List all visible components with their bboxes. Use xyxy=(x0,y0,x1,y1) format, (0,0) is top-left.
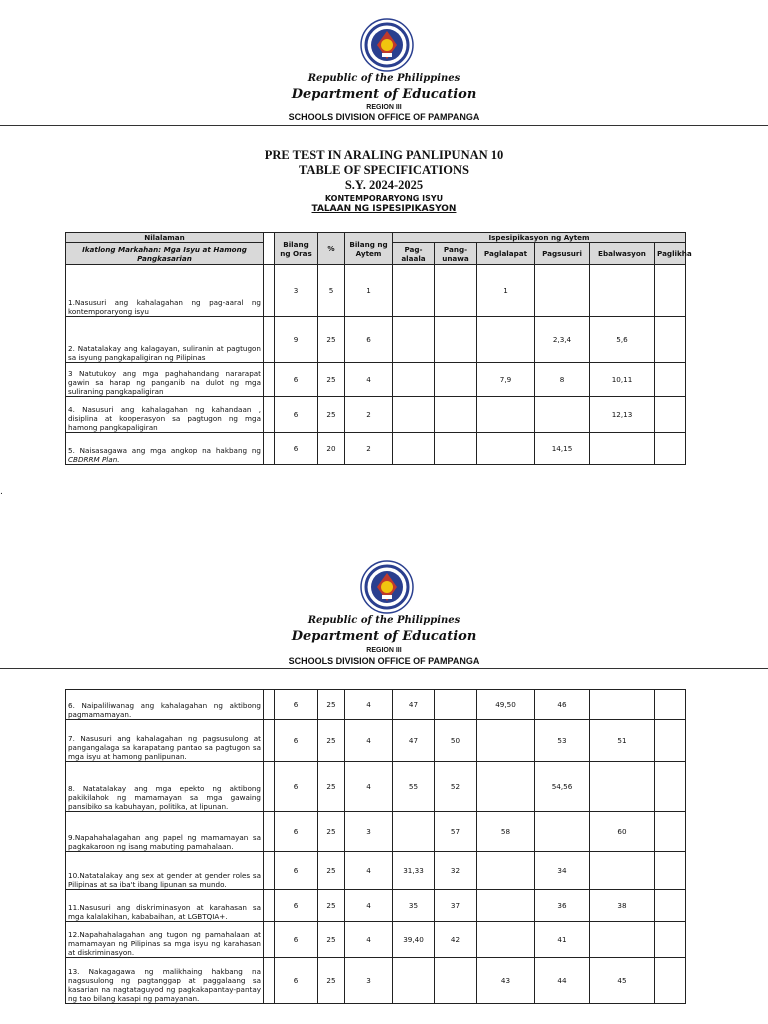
lapat-cell: 1 xyxy=(477,265,535,317)
ebal-cell xyxy=(590,852,655,890)
items-cell: 3 xyxy=(345,958,393,1004)
hours-cell: 6 xyxy=(275,812,318,852)
department-label: Department of Education xyxy=(291,629,477,644)
unawa-cell: 37 xyxy=(435,890,477,922)
suri-cell: 14,15 xyxy=(535,433,590,465)
header-divider xyxy=(0,125,768,126)
unawa-cell xyxy=(435,397,477,433)
items-cell: 4 xyxy=(345,720,393,762)
likha-cell xyxy=(655,922,686,958)
items-cell: 4 xyxy=(345,363,393,397)
competency-cell: 8. Natatalakay ang mga epekto ng aktibong pakikilahok ng mamamayan sa mga gawaing pansibiko sa kabuhayan, politika, at lipunan. xyxy=(66,762,264,812)
items-cell: 4 xyxy=(345,852,393,890)
lapat-cell xyxy=(477,317,535,363)
suri-cell: 54,56 xyxy=(535,762,590,812)
talaan-subtitle: TALAAN NG ISPESIPIKASYON xyxy=(311,204,457,214)
table-row xyxy=(66,958,686,1004)
header-ebalwasyon: Ebalwasyon xyxy=(590,243,655,265)
header-percent: % xyxy=(318,233,345,265)
percent-cell: 25 xyxy=(318,922,345,958)
items-cell: 6 xyxy=(345,317,393,363)
suri-cell: 36 xyxy=(535,890,590,922)
deped-seal-icon xyxy=(360,560,414,614)
stray-mark: . xyxy=(0,487,3,497)
competency-cell: 6. Naipaliliwanag ang kahalagahan ng aktibong pagmamamayan. xyxy=(66,690,264,720)
ebal-cell: 51 xyxy=(590,720,655,762)
ebal-cell xyxy=(590,922,655,958)
competency-cell: 1.Nasusuri ang kahalagahan ng pag-aaral ng kontemporaryong isyu xyxy=(66,265,264,317)
alaala-cell: 47 xyxy=(393,720,435,762)
header-paglikha: Paglikha xyxy=(655,243,686,265)
header-pagalaala: Pag-alaala xyxy=(393,243,435,265)
lapat-cell: 7,9 xyxy=(477,363,535,397)
tos-table-page1 xyxy=(65,232,692,465)
header-bilang-oras: Bilang ng Oras xyxy=(275,233,318,265)
likha-cell xyxy=(655,690,686,720)
table-row xyxy=(66,317,686,363)
percent-cell: 25 xyxy=(318,958,345,1004)
suri-cell: 46 xyxy=(535,690,590,720)
suri-cell xyxy=(535,812,590,852)
alaala-cell: 31,33 xyxy=(393,852,435,890)
alaala-cell xyxy=(393,317,435,363)
hours-cell: 6 xyxy=(275,363,318,397)
percent-cell: 25 xyxy=(318,363,345,397)
header-nilalaman: Nilalaman xyxy=(66,233,264,243)
hours-cell: 6 xyxy=(275,922,318,958)
alaala-cell xyxy=(393,812,435,852)
competency-cell: 3 Natutukoy ang mga paghahandang nararapat gawin sa harap ng panganib na dulot ng mga suliraning pangkapaligiran xyxy=(66,363,264,397)
suri-cell: 2,3,4 xyxy=(535,317,590,363)
competency-cell: 11.Nasusuri ang diskriminasyon at karahasan sa mga kalalakihan, kababaihan, at LGBTQIA+. xyxy=(66,890,264,922)
division-label: SCHOOLS DIVISION OFFICE OF PAMPANGA xyxy=(288,112,480,122)
table-row xyxy=(66,363,686,397)
likha-cell xyxy=(655,363,686,397)
lapat-cell xyxy=(477,852,535,890)
percent-cell: 5 xyxy=(318,265,345,317)
lapat-cell xyxy=(477,762,535,812)
hours-cell: 6 xyxy=(275,958,318,1004)
ebal-cell: 12,13 xyxy=(590,397,655,433)
alaala-cell: 47 xyxy=(393,690,435,720)
likha-cell xyxy=(655,890,686,922)
hours-cell: 3 xyxy=(275,265,318,317)
percent-cell: 25 xyxy=(318,852,345,890)
competency-cell: 5. Naisasagawa ang mga angkop na hakbang ng CBDRRM Plan. xyxy=(66,433,264,465)
competency-cell: 7. Nasusuri ang kahalagahan ng pagsusulong at pangangalaga sa karapatang pantao sa pagtugon sa mga isyu at hamong panlipunan. xyxy=(66,720,264,762)
percent-cell: 25 xyxy=(318,720,345,762)
ebal-cell xyxy=(590,265,655,317)
table-row xyxy=(66,812,686,852)
suri-cell: 44 xyxy=(535,958,590,1004)
republic-label: Republic of the Philippines xyxy=(307,615,461,626)
header-ispesipikasyon: Ispesipikasyon ng Aytem xyxy=(393,233,686,243)
department-label: Department of Education xyxy=(291,87,477,102)
suri-cell: 41 xyxy=(535,922,590,958)
competency-cell: 10.Natatalakay ang sex at gender at gender roles sa Pilipinas at sa iba't ibang lipunan sa mundo. xyxy=(66,852,264,890)
likha-cell xyxy=(655,397,686,433)
likha-cell xyxy=(655,265,686,317)
region-label: REGION III xyxy=(366,104,402,111)
hours-cell: 6 xyxy=(275,397,318,433)
items-cell: 2 xyxy=(345,397,393,433)
items-cell: 4 xyxy=(345,690,393,720)
ebal-cell: 45 xyxy=(590,958,655,1004)
competency-cell: 13. Nakagagawa ng malikhaing hakbang na nagsusulong ng pagtanggap at paggalaang sa kasarian na nagtataguyod ng pagkakapantay-pantay ng tao bilang kasapi ng pamayanan. xyxy=(66,958,264,1004)
table-row xyxy=(66,690,686,720)
suri-cell: 8 xyxy=(535,363,590,397)
percent-cell: 25 xyxy=(318,317,345,363)
table-row xyxy=(66,265,686,317)
lapat-cell: 43 xyxy=(477,958,535,1004)
lapat-cell xyxy=(477,922,535,958)
page-1 xyxy=(0,0,768,500)
ebal-cell: 60 xyxy=(590,812,655,852)
hours-cell: 6 xyxy=(275,890,318,922)
header-bilang-aytem: Bilang ng Aytem xyxy=(345,233,393,265)
unawa-cell: 42 xyxy=(435,922,477,958)
table-row xyxy=(66,720,686,762)
alaala-cell: 35 xyxy=(393,890,435,922)
ebal-cell: 38 xyxy=(590,890,655,922)
lapat-cell xyxy=(477,397,535,433)
unawa-cell xyxy=(435,265,477,317)
hours-cell: 6 xyxy=(275,690,318,720)
unawa-cell: 32 xyxy=(435,852,477,890)
percent-cell: 25 xyxy=(318,762,345,812)
alaala-cell xyxy=(393,363,435,397)
competency-cell: 4. Nasusuri ang kahalagahan ng kahandaan , disiplina at kooperasyon sa pagtugon ng mga hamong pangkapaligiran xyxy=(66,397,264,433)
competency-cell: 9.Napahahalagahan ang papel ng mamamayan sa pagkakaroon ng isang mabuting pamahalaan. xyxy=(66,812,264,852)
header-quarter: Ikatlong Markahan: Mga Isyu at Hamong Pangkasarian xyxy=(66,243,264,265)
percent-cell: 25 xyxy=(318,690,345,720)
hours-cell: 6 xyxy=(275,720,318,762)
items-cell: 4 xyxy=(345,922,393,958)
tos-title: TABLE OF SPECIFICATIONS xyxy=(299,163,469,177)
likha-cell xyxy=(655,762,686,812)
unawa-cell: 50 xyxy=(435,720,477,762)
tos-table-page2 xyxy=(65,689,686,1004)
page-2 xyxy=(0,540,768,1024)
unawa-cell xyxy=(435,317,477,363)
likha-cell xyxy=(655,812,686,852)
percent-cell: 20 xyxy=(318,433,345,465)
suri-cell xyxy=(535,397,590,433)
suri-cell: 53 xyxy=(535,720,590,762)
subject-subtitle: KONTEMPORARYONG ISYU xyxy=(324,194,444,203)
region-label: REGION III xyxy=(366,647,402,654)
alaala-cell xyxy=(393,265,435,317)
items-cell: 1 xyxy=(345,265,393,317)
unawa-cell xyxy=(435,958,477,1004)
ebal-cell: 10,11 xyxy=(590,363,655,397)
competency-cell: 12.Napahahalagahan ang tugon ng pamahalaan at mamamayan ng Pilipinas sa mga isyu ng karahasan at diskriminasyon. xyxy=(66,922,264,958)
table-row xyxy=(66,762,686,812)
likha-cell xyxy=(655,852,686,890)
items-cell: 4 xyxy=(345,762,393,812)
competency-cell: 2. Natatalakay ang kalagayan, suliranin at pagtugon sa isyung pangkapaligiran ng Pilipinas xyxy=(66,317,264,363)
tos-body-page1 xyxy=(66,265,686,465)
ebal-cell: 5,6 xyxy=(590,317,655,363)
republic-label: Republic of the Philippines xyxy=(307,73,461,84)
header-pagsusuri: Pagsusuri xyxy=(535,243,590,265)
lapat-cell xyxy=(477,890,535,922)
school-year: S.Y. 2024-2025 xyxy=(344,178,424,192)
unawa-cell: 52 xyxy=(435,762,477,812)
alaala-cell xyxy=(393,958,435,1004)
items-cell: 3 xyxy=(345,812,393,852)
table-row xyxy=(66,433,686,465)
header-divider xyxy=(0,668,768,669)
lapat-cell xyxy=(477,433,535,465)
table-row xyxy=(66,922,686,958)
alaala-cell: 55 xyxy=(393,762,435,812)
percent-cell: 25 xyxy=(318,812,345,852)
test-title: PRE TEST IN ARALING PANLIPUNAN 10 xyxy=(264,148,504,162)
likha-cell xyxy=(655,720,686,762)
likha-cell xyxy=(655,317,686,363)
ebal-cell xyxy=(590,433,655,465)
ebal-cell xyxy=(590,690,655,720)
tos-body-page2 xyxy=(66,690,686,1004)
hours-cell: 6 xyxy=(275,852,318,890)
alaala-cell xyxy=(393,433,435,465)
table-row xyxy=(66,852,686,890)
lapat-cell: 49,50 xyxy=(477,690,535,720)
unawa-cell xyxy=(435,433,477,465)
header-pangunawa: Pang-unawa xyxy=(435,243,477,265)
unawa-cell xyxy=(435,690,477,720)
items-cell: 4 xyxy=(345,890,393,922)
hours-cell: 6 xyxy=(275,762,318,812)
table-row xyxy=(66,890,686,922)
hours-cell: 9 xyxy=(275,317,318,363)
lapat-cell: 58 xyxy=(477,812,535,852)
division-label: SCHOOLS DIVISION OFFICE OF PAMPANGA xyxy=(288,656,480,666)
alaala-cell: 39,40 xyxy=(393,922,435,958)
suri-cell xyxy=(535,265,590,317)
table-row xyxy=(66,397,686,433)
alaala-cell xyxy=(393,397,435,433)
suri-cell: 34 xyxy=(535,852,590,890)
ebal-cell xyxy=(590,762,655,812)
likha-cell xyxy=(655,433,686,465)
items-cell: 2 xyxy=(345,433,393,465)
header-paglalapat: Paglalapat xyxy=(477,243,535,265)
lapat-cell xyxy=(477,720,535,762)
hours-cell: 6 xyxy=(275,433,318,465)
unawa-cell: 57 xyxy=(435,812,477,852)
deped-seal-icon xyxy=(360,18,414,72)
likha-cell xyxy=(655,958,686,1004)
percent-cell: 25 xyxy=(318,397,345,433)
percent-cell: 25 xyxy=(318,890,345,922)
unawa-cell xyxy=(435,363,477,397)
